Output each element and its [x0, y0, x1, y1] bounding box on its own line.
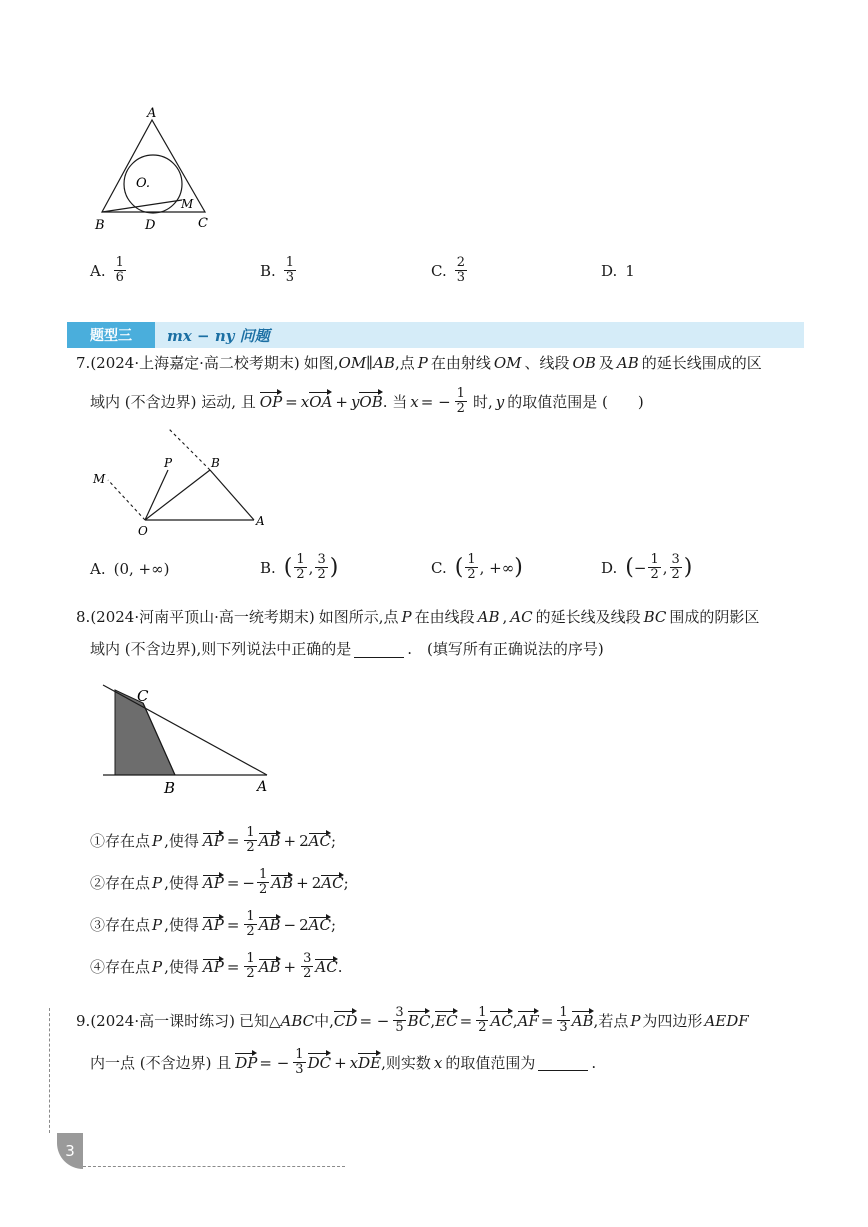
text: ,	[502, 608, 508, 626]
text: ,	[512, 1011, 518, 1030]
sign: −	[633, 558, 647, 577]
label-c: C	[198, 216, 208, 231]
denominator: 2	[296, 567, 305, 582]
figure-q6-triangle-incircle	[90, 105, 220, 235]
operator: =	[285, 392, 298, 411]
vector: EC	[435, 1011, 458, 1030]
operator: =	[540, 1011, 554, 1030]
math: ABC	[280, 1011, 315, 1030]
segment-ob	[145, 470, 210, 520]
q7-option-c[interactable]	[431, 553, 523, 582]
text: . (填写所有正确说法的序号)	[407, 640, 604, 658]
text: . 当	[382, 392, 408, 411]
text: 在由射线	[430, 354, 491, 372]
denominator: 3	[456, 270, 465, 285]
text: ④存在点	[90, 958, 151, 976]
ray-om	[108, 480, 145, 520]
label-a: A	[257, 779, 268, 795]
fraction	[393, 1006, 405, 1035]
coefficient: 2	[299, 915, 309, 934]
text: ,使得	[164, 958, 199, 976]
vector: AC	[308, 831, 331, 850]
page-number: 3	[57, 1133, 83, 1169]
text: 如图,	[303, 354, 339, 372]
text: 的取值范围为	[445, 1053, 536, 1072]
numerator: 1	[456, 386, 465, 401]
fraction	[244, 826, 256, 855]
math: x	[433, 1053, 443, 1072]
fraction	[557, 1006, 569, 1035]
q6-option-d[interactable]	[601, 262, 635, 280]
text: 在由线段	[414, 608, 475, 626]
fraction	[455, 256, 467, 285]
vector: AB	[271, 873, 294, 892]
vector: AF	[517, 1011, 539, 1030]
denominator: 2	[246, 924, 255, 939]
denominator: 5	[395, 1020, 404, 1035]
vector: AC	[308, 915, 331, 934]
math: P	[152, 957, 163, 976]
q7-line-1	[76, 352, 762, 374]
fraction	[476, 1006, 488, 1035]
option-value: 1	[625, 262, 635, 280]
denominator: 3	[295, 1062, 304, 1077]
operator: +	[283, 831, 297, 850]
text: ,若点	[593, 1011, 629, 1030]
math: OM∥AB	[338, 354, 395, 372]
math: BC	[643, 608, 667, 626]
q8-statement-4[interactable]	[90, 952, 343, 981]
operator: = −	[359, 1011, 390, 1030]
label-o: O	[138, 524, 148, 538]
text: 的延长线围成的区	[641, 354, 762, 372]
numerator: 1	[650, 552, 659, 567]
coefficient: 2	[299, 831, 309, 850]
math: y	[495, 392, 505, 411]
text: 、线段	[524, 354, 570, 372]
operator: =	[226, 957, 240, 976]
sign: −	[242, 873, 255, 892]
vector-oa: OA	[309, 392, 333, 411]
text: .	[337, 957, 343, 976]
option-label: D.	[601, 558, 618, 577]
operator: =	[226, 873, 240, 892]
label-a: A	[147, 106, 157, 121]
text: 内一点 (不含边界) 且	[90, 1053, 232, 1072]
text: 的延长线及线段	[535, 608, 641, 626]
label-c: C	[137, 687, 149, 705]
q9-line-2	[90, 1048, 596, 1077]
option-label: A.	[90, 560, 106, 578]
numerator: 3	[317, 552, 326, 567]
math: P	[152, 915, 163, 934]
math: x	[300, 392, 310, 411]
option-label: B.	[260, 558, 276, 577]
label-o: O.	[136, 176, 151, 191]
vector: AP	[202, 873, 224, 892]
option-label: D.	[601, 262, 618, 280]
operator: =	[226, 831, 240, 850]
vector: DC	[307, 1053, 332, 1072]
q6-option-b[interactable]	[260, 256, 298, 285]
fraction	[648, 553, 660, 582]
math: x	[349, 1053, 359, 1072]
paren-close: )	[683, 554, 693, 580]
numerator: 1	[478, 1005, 487, 1020]
question-number: 7.	[76, 354, 91, 372]
numerator: 1	[296, 552, 305, 567]
comma: ,	[308, 558, 314, 577]
text: ,则实数	[381, 1053, 431, 1072]
fraction	[293, 1048, 305, 1077]
option-label: B.	[260, 261, 276, 280]
text: 的取值范围是 ( )	[507, 392, 644, 411]
denominator: 2	[246, 966, 255, 981]
vector: DP	[235, 1053, 258, 1072]
math: P	[630, 1011, 641, 1030]
text: ,使得	[164, 832, 199, 850]
text: .	[591, 1053, 597, 1072]
q8-statement-3[interactable]	[90, 910, 336, 939]
fraction	[315, 553, 327, 582]
denominator: 3	[559, 1020, 568, 1035]
operator: −	[283, 915, 297, 934]
text: ②存在点	[90, 874, 151, 892]
denominator: 2	[478, 1020, 487, 1035]
option-tail: , +∞	[479, 558, 515, 577]
section-title: mx − ny 问题	[167, 326, 270, 345]
denominator: 2	[246, 840, 255, 855]
text: 中,	[314, 1011, 334, 1030]
segment-ab	[210, 470, 254, 520]
denominator: 2	[456, 401, 465, 416]
text: ,使得	[164, 916, 199, 934]
math: OM	[493, 354, 522, 372]
fraction	[455, 387, 467, 416]
vector: DE	[358, 1053, 382, 1072]
vector: BC	[407, 1011, 431, 1030]
math: AC	[510, 608, 533, 626]
fraction	[301, 952, 313, 981]
vector: AB	[258, 915, 281, 934]
numerator: 1	[246, 825, 255, 840]
q7-option-b[interactable]	[260, 553, 338, 582]
text: 如图所示,点	[318, 608, 399, 626]
text: 域内 (不含边界),则下列说法中正确的是	[90, 640, 352, 658]
math: y	[350, 392, 360, 411]
figure-q8	[95, 683, 285, 798]
math: P	[152, 873, 163, 892]
q8-line-1	[76, 606, 759, 628]
label-p: P	[164, 456, 173, 470]
vector: AB	[258, 957, 281, 976]
paren-close: )	[514, 554, 523, 580]
label-m: M	[181, 197, 194, 211]
numerator: 1	[246, 951, 255, 966]
text: 域内 (不含边界) 运动, 且	[90, 392, 256, 411]
question-number: 8.	[76, 608, 91, 626]
fraction	[465, 553, 477, 582]
operator: =	[459, 1011, 473, 1030]
fraction	[294, 553, 306, 582]
denominator: 6	[115, 270, 124, 285]
text: 已知△	[238, 1011, 281, 1030]
operator: +	[296, 873, 309, 892]
math: P	[401, 608, 412, 626]
q6-option-a[interactable]	[90, 256, 128, 285]
numerator: 1	[295, 1047, 304, 1062]
text: ③存在点	[90, 916, 151, 934]
footer-dashed-line	[83, 1166, 345, 1167]
text: 及	[598, 354, 614, 372]
text: ,	[430, 1011, 436, 1030]
numerator: 1	[559, 1005, 568, 1020]
option-label: C.	[431, 558, 447, 577]
comma: ,	[662, 558, 668, 577]
vector-op: OP	[259, 392, 283, 411]
math: P	[417, 354, 428, 372]
math: x	[410, 392, 419, 411]
label-b: B	[164, 779, 176, 797]
fraction	[284, 256, 296, 285]
vector-ob: OB	[359, 392, 383, 411]
text: 围成的阴影区	[669, 608, 760, 626]
numerator: 3	[395, 1005, 404, 1020]
paren-close: )	[329, 554, 339, 580]
vector: AP	[202, 831, 224, 850]
text: ①存在点	[90, 832, 151, 850]
denominator: 2	[671, 567, 680, 582]
label-b: B	[95, 218, 105, 233]
q9-line-1	[76, 1006, 749, 1035]
vector: AB	[258, 831, 281, 850]
section-tag: 题型三	[67, 322, 155, 348]
segment-op	[145, 470, 168, 520]
numerator: 1	[246, 909, 255, 924]
label-m: M	[93, 472, 106, 486]
denominator: 2	[258, 882, 268, 897]
numerator: 3	[671, 552, 680, 567]
text: ,点	[394, 354, 415, 372]
figure-q7	[88, 425, 278, 540]
numerator: 2	[456, 255, 465, 270]
operator: = −	[420, 392, 451, 411]
fraction	[114, 256, 126, 285]
fraction	[257, 868, 269, 897]
vector: AP	[202, 915, 224, 934]
operator: +	[335, 392, 348, 411]
fraction	[670, 553, 682, 582]
math: AB	[616, 354, 639, 372]
question-source: (2024·河南平顶山·高一统考期末)	[90, 608, 315, 626]
paren-open: (	[625, 554, 634, 580]
q6-option-c[interactable]	[431, 256, 469, 285]
numerator: 1	[285, 255, 295, 270]
question-source: (2024·高一课时练习)	[90, 1011, 235, 1030]
option-label: A.	[90, 261, 106, 280]
math: AEDF	[704, 1011, 749, 1030]
vector: AC	[490, 1011, 513, 1030]
extension-ab	[168, 428, 210, 470]
coefficient: 2	[311, 873, 322, 892]
denominator: 2	[317, 567, 326, 582]
numerator: 1	[258, 867, 268, 882]
vector: AC	[315, 957, 338, 976]
vector: CD	[333, 1011, 358, 1030]
section-header	[67, 322, 804, 348]
math: P	[152, 831, 163, 850]
operator: +	[283, 957, 297, 976]
numerator: 3	[303, 951, 312, 966]
vector: AC	[321, 873, 344, 892]
text: ;	[330, 915, 337, 934]
margin-dashed-line	[49, 1008, 50, 1133]
q7-line-2	[90, 387, 644, 416]
option-value: (0, +∞)	[113, 560, 170, 578]
question-number: 9.	[76, 1011, 91, 1030]
vector: AP	[202, 957, 224, 976]
q8-statement-1[interactable]	[90, 826, 336, 855]
paren-open: (	[454, 554, 464, 580]
q7-option-a[interactable]	[90, 560, 169, 578]
operator: = −	[259, 1053, 290, 1072]
math: OB	[572, 354, 596, 372]
denominator: 2	[303, 966, 312, 981]
operator: +	[334, 1053, 347, 1072]
text: ;	[330, 831, 337, 850]
denominator: 3	[285, 270, 295, 285]
answer-blank[interactable]	[538, 1054, 588, 1071]
answer-blank[interactable]	[354, 641, 404, 658]
text: 为四边形	[642, 1011, 703, 1030]
label-a: A	[256, 514, 265, 528]
text: ;	[343, 873, 349, 892]
q8-line-2	[90, 638, 604, 660]
denominator: 2	[467, 567, 476, 582]
q7-option-d[interactable]	[601, 553, 692, 582]
numerator: 1	[115, 255, 124, 270]
paren-open: (	[283, 554, 293, 580]
label-b: B	[211, 456, 220, 470]
fraction	[244, 952, 256, 981]
math: AB	[477, 608, 500, 626]
operator: =	[226, 915, 240, 934]
label-d: D	[145, 218, 156, 233]
question-source: (2024·上海嘉定·高二校考期末)	[90, 354, 300, 372]
numerator: 1	[467, 552, 476, 567]
option-label: C.	[431, 261, 447, 280]
denominator: 2	[650, 567, 659, 582]
fraction	[244, 910, 256, 939]
vector: AB	[571, 1011, 594, 1030]
text: ,使得	[164, 874, 199, 892]
q8-statement-2[interactable]	[90, 868, 349, 897]
text: 时,	[472, 392, 493, 411]
